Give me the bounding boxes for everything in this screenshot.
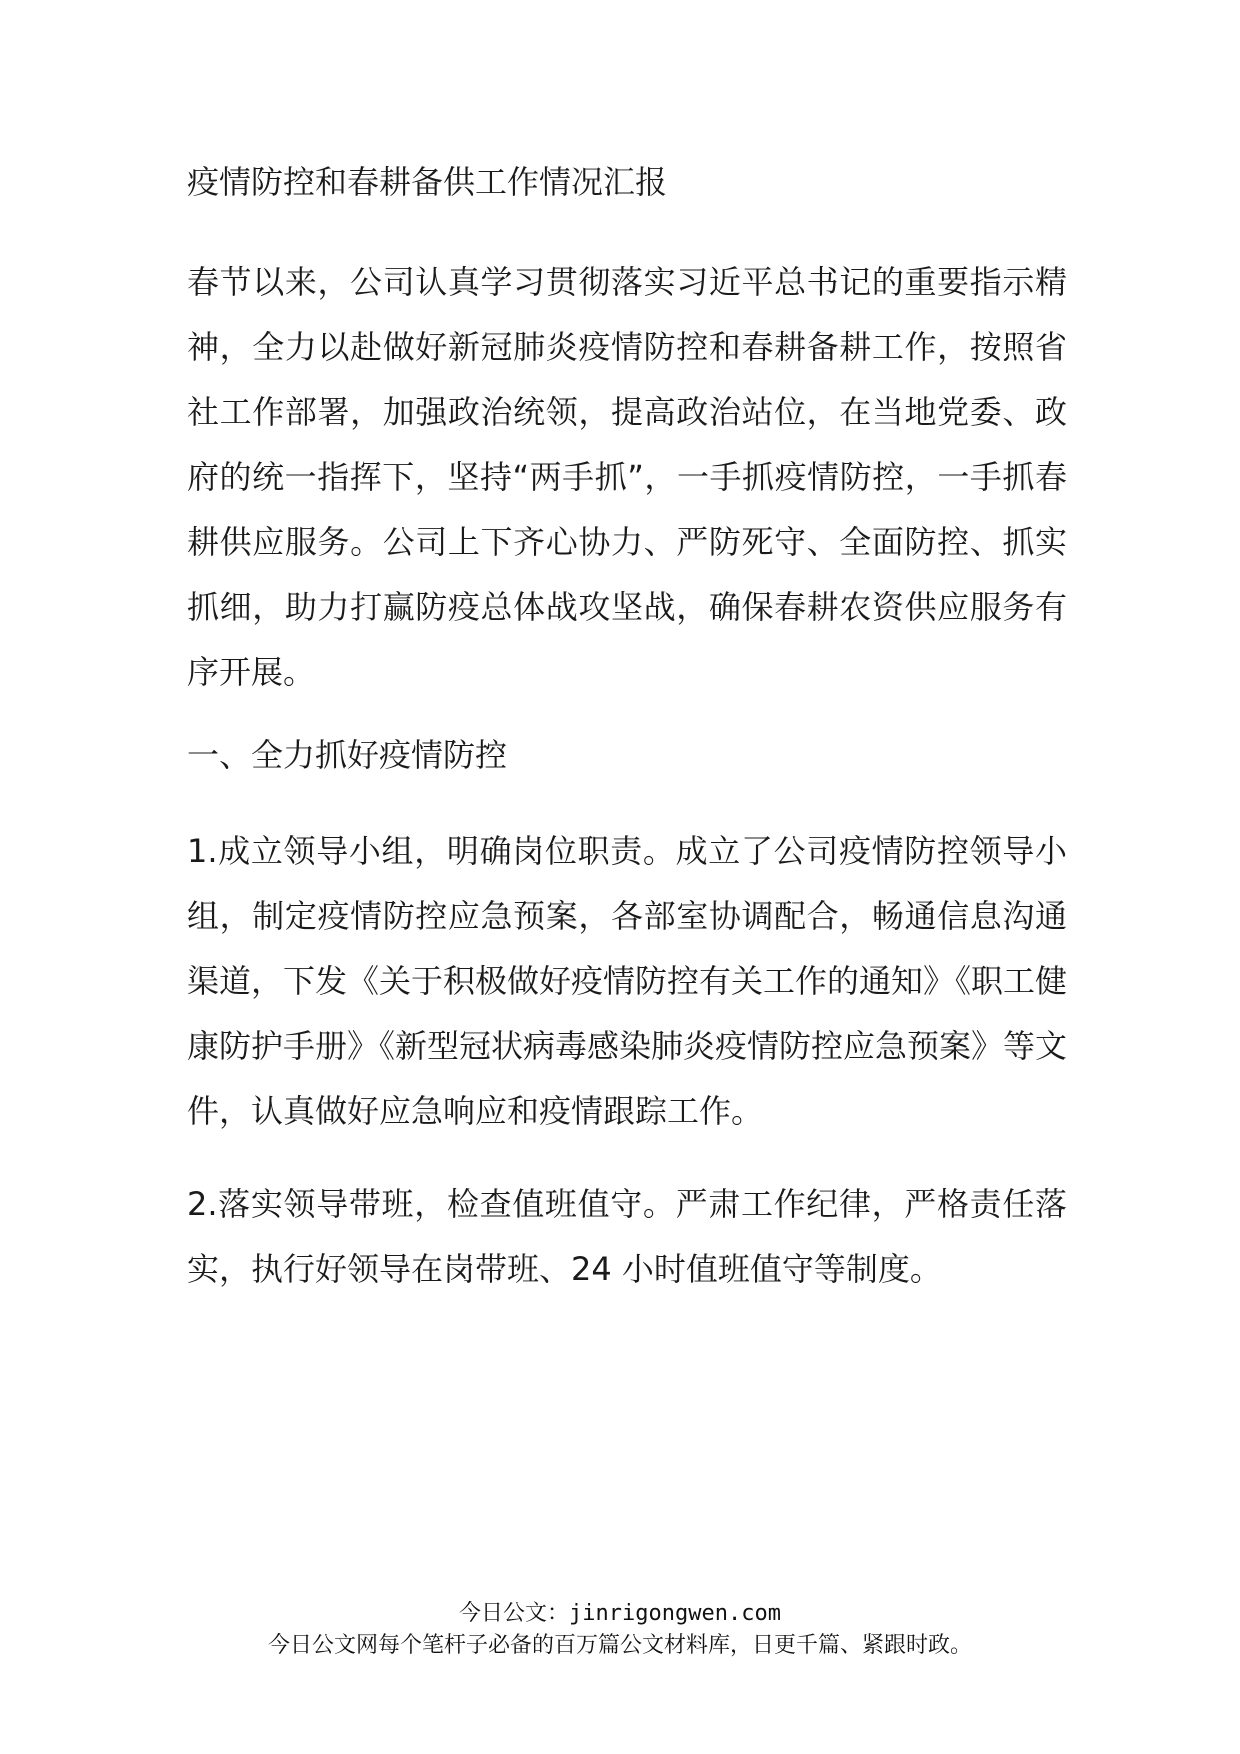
item-paragraph-2: 2.落实领导带班，检查值班值守。严肃工作纪律，严格责任落实，执行好领导在岗带班、24 小时值班值守等制度。 [187, 1185, 1067, 1288]
document-title: 疫情防控和春耕备供工作情况汇报 [187, 163, 668, 201]
document-body [187, 160, 1067, 1330]
footer-site-line [0, 1596, 1240, 1627]
footer-site-label: 今日公文： [459, 1601, 570, 1626]
item-paragraph-1: 1.成立领导小组，明确岗位职责。成立了公司疫情防控领导小组，制定疫情防控应急预案，各部室协调配合，畅通信息沟通渠道，下发《关于积极做好疫情防控有关工作的通知》《职工健康防护手册》《新型冠状病毒感染肺炎疫情防控应急预案》等文件，认真做好应急响应和疫情跟踪工作。 [187, 832, 1068, 1130]
intro-paragraph: 春节以来，公司认真学习贯彻落实习近平总书记的重要指示精神，全力以赴做好新冠肺炎疫情防控和春耕备耕工作，按照省社工作部署，加强政治统领，提高政治站位，在当地党委、政府的统一指挥下，坚持“两手抓”，一手抓疫情防控，一手抓春耕供应服务。公司上下齐心协力、严防死守、全面防控、抓实抓细，助力打赢防疫总体战攻坚战，确保春耕农资供应服务有序开展。 [187, 263, 1067, 691]
footer-slogan: 今日公文网每个笔杆子必备的百万篇公文材料库，日更千篇、紧跟时政。 [267, 1633, 972, 1658]
section-heading: 一、全力抓好疫情防控 [187, 736, 508, 774]
footer-site-link[interactable]: jinrigongwen.com [569, 1601, 781, 1626]
